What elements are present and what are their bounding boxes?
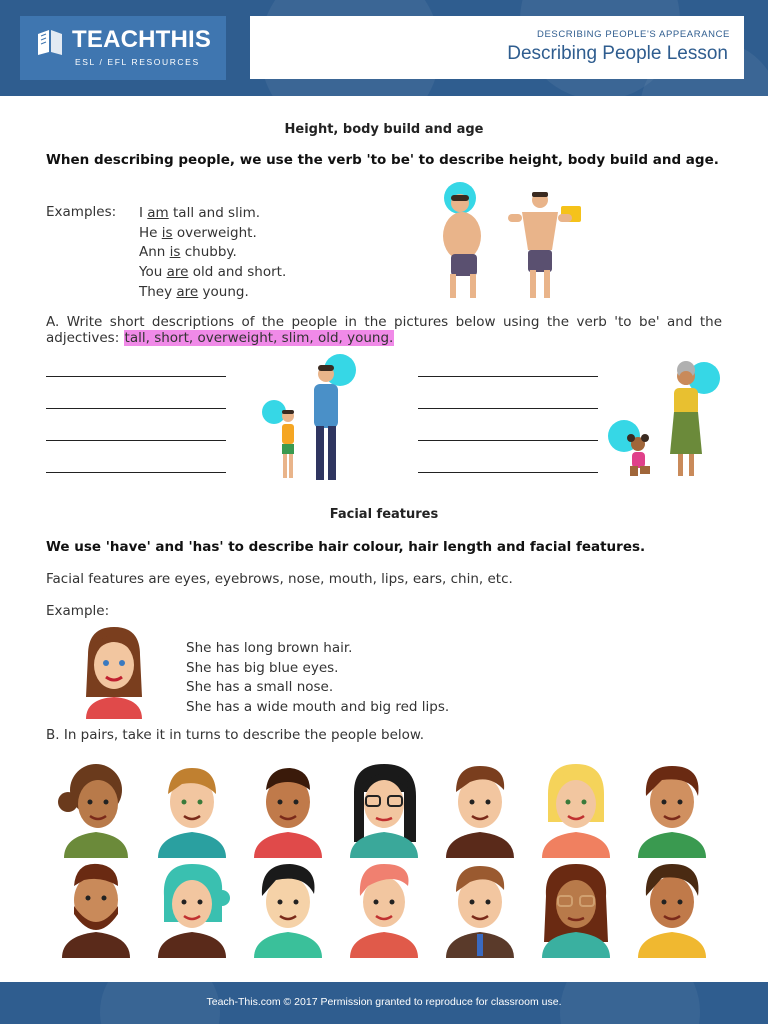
face-avatar (56, 762, 136, 858)
title-box (250, 16, 744, 79)
example-sentence: She has a wide mouth and big red lips. (186, 698, 450, 715)
face-avatar (248, 762, 328, 858)
face-avatar (632, 762, 712, 858)
book-icon (36, 28, 66, 56)
face-avatar (536, 862, 616, 958)
answer-line[interactable] (46, 376, 226, 377)
example-line: You are old and short. (139, 264, 287, 281)
men-body-illustration (436, 178, 586, 304)
example-line: He is overweight. (139, 224, 257, 241)
answer-line[interactable] (418, 440, 598, 441)
task-b-instructions: B. In pairs, take it in turns to describe the people below. (46, 727, 425, 743)
face-avatar (440, 862, 520, 958)
face-avatar (152, 862, 232, 958)
answer-line[interactable] (418, 472, 598, 473)
footer (0, 982, 768, 1024)
old-woman-and-girl-illustration (604, 354, 724, 482)
example-line: I am tall and slim. (139, 205, 261, 221)
logo (20, 16, 226, 80)
face-avatar (632, 862, 712, 958)
example-line: Ann is chubby. (139, 244, 237, 261)
woman-face-example (80, 625, 148, 719)
lesson-title: Describing People Lesson (507, 43, 728, 64)
section-heading-height: Height, body build and age (284, 122, 484, 137)
lesson-category: DESCRIBING PEOPLE'S APPEARANCE (537, 29, 730, 40)
section-intro-have: We use 'have' and 'has' to describe hair colour, hair length and facial features. (46, 539, 646, 555)
face-avatar (344, 762, 424, 858)
example-sentence: She has big blue eyes. (186, 659, 339, 676)
answer-line[interactable] (46, 408, 226, 409)
examples-label: Examples: (46, 204, 117, 220)
logo-text: TEACHTHIS (72, 26, 212, 53)
face-avatar (536, 762, 616, 858)
task-a-instructions: A. Write short descriptions of the people in the pictures below using the verb 'to be' and the adjectives: tall, short, overweight, slim, old, young. (46, 314, 722, 346)
face-avatar (344, 862, 424, 958)
example-sentence: She has long brown hair. (186, 640, 353, 656)
footer-copyright: Teach-This.com © 2017 Permission granted to reproduce for classroom use. (206, 996, 562, 1008)
answer-line[interactable] (46, 472, 226, 473)
face-avatar (152, 762, 232, 858)
answer-line[interactable] (46, 440, 226, 441)
face-avatar (440, 762, 520, 858)
face-avatar (248, 862, 328, 958)
adjectives-highlight: tall, short, overweight, slim, old, young. (124, 330, 394, 346)
section-intro-be: When describing people, we use the verb 'to be' to describe height, body build and age. (46, 152, 719, 168)
example-label: Example: (46, 603, 110, 619)
answer-line[interactable] (418, 376, 598, 377)
examples-list (139, 204, 286, 303)
section-heading-facial: Facial features (329, 507, 439, 522)
face-avatar (56, 862, 136, 958)
example-sentences (186, 639, 449, 717)
tall-man-and-boy-illustration (258, 348, 358, 482)
header (0, 0, 768, 96)
facial-features-list: Facial features are eyes, eyebrows, nose, mouth, lips, ears, chin, etc. (46, 571, 513, 587)
example-sentence: She has a small nose. (186, 679, 334, 695)
faces-grid (56, 762, 716, 958)
example-line: They are young. (139, 283, 249, 300)
answer-line[interactable] (418, 408, 598, 409)
logo-subtitle: ESL / EFL RESOURCES (75, 57, 200, 67)
